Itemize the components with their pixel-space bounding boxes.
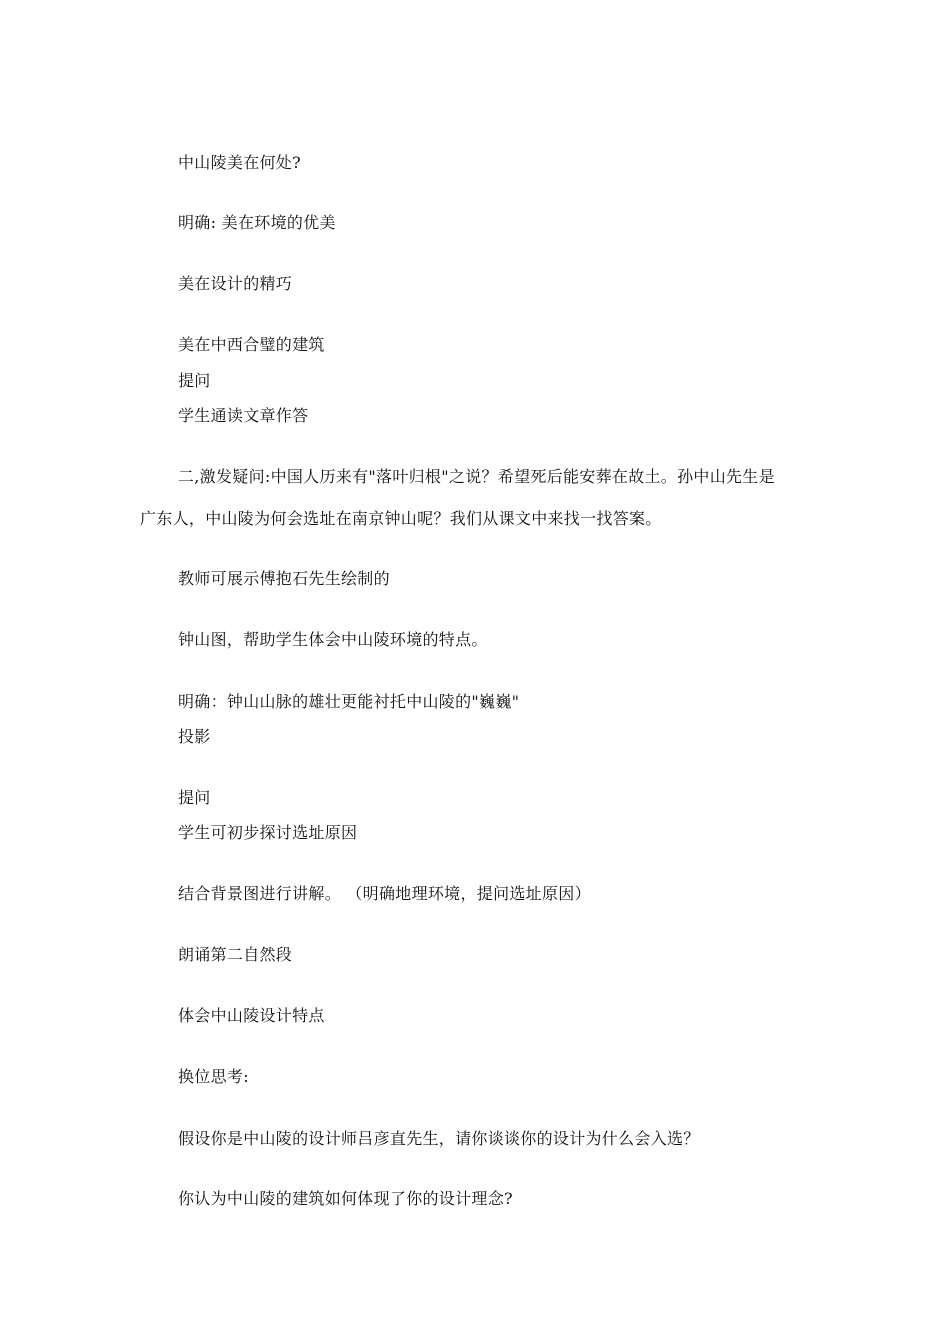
- text-line: 二,激发疑问:中国人历来有"落叶归根"之说？希望死后能安葬在故土。孙中山先生是: [178, 467, 775, 486]
- text-line: 提问: [178, 371, 211, 390]
- text-line: 提问: [178, 788, 211, 807]
- text-line: 美在中西合璧的建筑: [178, 335, 325, 354]
- text-line: 广东人，中山陵为何会选址在南京钟山呢？我们从课文中来找一找答案。: [140, 509, 662, 528]
- text-line: 明确: 美在环境的优美: [178, 213, 336, 232]
- text-line: 结合背景图进行讲解。 （明确地理环境，提问选址原因）: [178, 884, 591, 903]
- text-line: 你认为中山陵的建筑如何体现了你的设计理念?: [178, 1189, 513, 1208]
- text-line: 学生通读文章作答: [178, 406, 309, 425]
- text-line: 体会中山陵设计特点: [178, 1006, 325, 1025]
- text-line: 钟山图，帮助学生体会中山陵环境的特点。: [178, 630, 488, 649]
- text-line: 学生可初步探讨选址原因: [178, 823, 358, 842]
- text-line: 明确：钟山山脉的雄壮更能衬托中山陵的"巍巍": [178, 692, 520, 711]
- text-line: 投影: [178, 727, 211, 746]
- text-line: 换位思考:: [178, 1067, 249, 1086]
- text-line: 美在设计的精巧: [178, 274, 293, 293]
- text-line: 假设你是中山陵的设计师吕彦直先生，请你谈谈你的设计为什么会入选？: [178, 1129, 700, 1148]
- text-line: 中山陵美在何处?: [178, 153, 301, 172]
- text-line: 教师可展示傅抱石先生绘制的: [178, 569, 390, 588]
- text-line: 朗诵第二自然段: [178, 945, 293, 964]
